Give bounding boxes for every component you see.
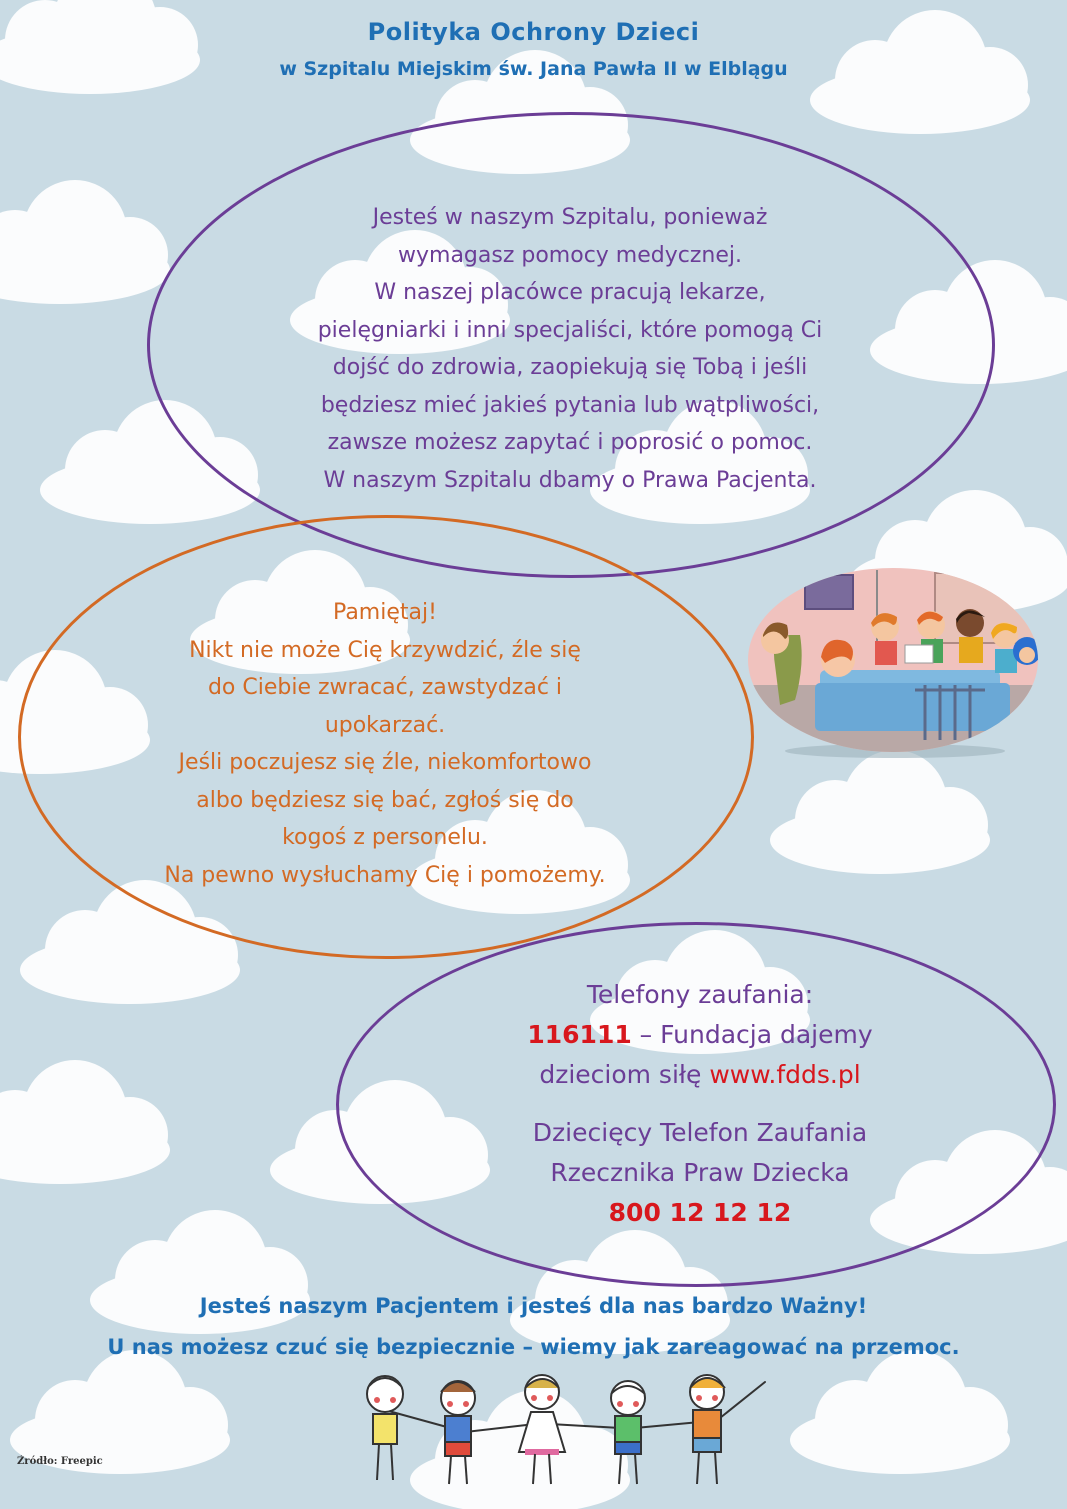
children-holding-hands-illustration-icon — [345, 1362, 785, 1502]
rpd-line-1: Dziecięcy Telefon Zaufania — [532, 1118, 868, 1147]
helpline-desc: – Fundacja dajemy — [631, 1020, 873, 1049]
remember-line: do Ciebie zwracać, zawstydzać i — [207, 675, 563, 700]
rpd-line-2: Rzecznika Praw Dziecka — [550, 1158, 850, 1187]
remember-line: Pamiętaj! — [333, 600, 437, 625]
intro-line: będziesz mieć jakieś pytania lub wątpliwości, — [320, 392, 820, 418]
helpline-number-800: 800 12 12 12 — [608, 1198, 792, 1227]
intro-line: wymagasz pomocy medycznej. — [398, 242, 742, 268]
footer-line-2: U nas możesz czuć się bezpiecznie – wiemy jak zareagować na przemoc. — [107, 1335, 960, 1359]
page-subtitle: w Szpitalu Miejskim św. Jana Pawła II w Elblągu — [279, 58, 788, 80]
intro-bubble-text — [200, 199, 940, 499]
helpline-desc-2: dzieciom siłę — [539, 1060, 710, 1089]
intro-line: W naszej placówce pracują lekarze, — [374, 280, 766, 305]
remember-line: Na pewno wysłuchamy Cię i pomożemy. — [164, 862, 606, 888]
intro-line: pielęgniarki i inni specjaliści, które pomogą Ci — [317, 317, 823, 343]
hospital-room-illustration-icon — [745, 565, 1041, 759]
remember-line: kogoś z personelu. — [282, 825, 488, 850]
intro-line: Jesteś w naszym Szpitalu, ponieważ — [372, 205, 768, 230]
intro-line: zawsze możesz zapytać i poprosić o pomoc. — [327, 430, 813, 455]
remember-line: albo będziesz się bać, zgłoś się do — [196, 787, 574, 813]
phones-line-url — [400, 1055, 1000, 1095]
image-source-credit: Źródło: Freepic — [17, 1456, 103, 1467]
intro-line: W naszym Szpitalu dbamy o Prawa Pacjenta. — [323, 467, 817, 493]
remember-line: upokarzać. — [324, 712, 446, 738]
phones-bubble-text — [400, 975, 1000, 1233]
remember-line: Nikt nie może Cię krzywdzić, źle się — [189, 637, 581, 663]
fdds-link[interactable]: www.fdds.pl — [709, 1060, 861, 1089]
remember-line: Jeśli poczujesz się źle, niekomfortowo — [178, 750, 592, 775]
page-title: Polityka Ochrony Dzieci — [367, 18, 700, 46]
phones-line-fdds — [400, 1015, 1000, 1055]
phones-heading: Telefony zaufania: — [586, 980, 814, 1009]
helpline-number-116111: 116111 — [527, 1020, 632, 1049]
footer-line-1: Jesteś naszym Pacjentem i jesteś dla nas bardzo Ważny! — [199, 1294, 868, 1318]
intro-line: dojść do zdrowia, zaopiekują się Tobą i jeśli — [332, 355, 808, 380]
remember-bubble-text — [75, 594, 695, 894]
